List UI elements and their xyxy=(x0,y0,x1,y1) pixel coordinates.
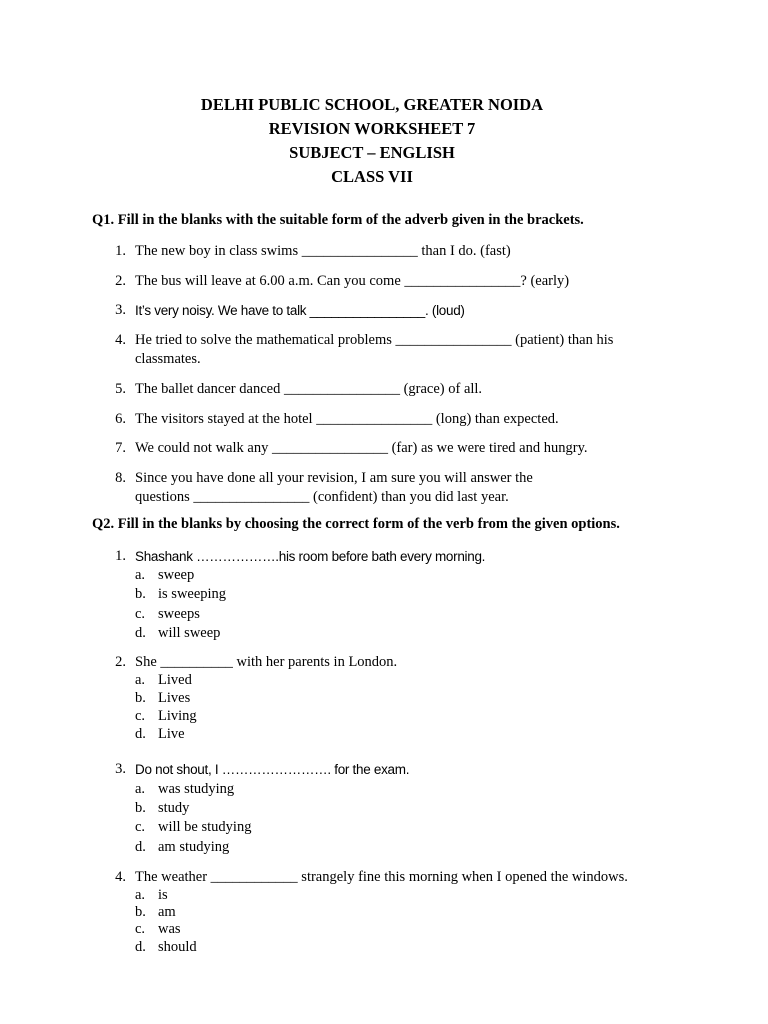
option-letter: d. xyxy=(135,839,146,855)
option-letter: b. xyxy=(135,690,146,706)
option-text: sweeps xyxy=(158,606,200,622)
item-text: The new boy in class swims ________________ than I do. (fast) xyxy=(135,243,511,259)
option-text: study xyxy=(158,800,190,816)
item-text: She __________ with her parents in London. xyxy=(135,654,398,670)
item-text: He tried to solve the mathematical problems ________________ (patient) than his xyxy=(135,332,614,348)
school-name: DELHI PUBLIC SCHOOL, GREATER NOIDA xyxy=(200,95,544,114)
option-text: is sweeping xyxy=(158,586,227,602)
item-text-continued: questions ________________ (confident) than you did last year. xyxy=(135,489,509,505)
option-letter: c. xyxy=(135,921,146,937)
option-letter: c. xyxy=(135,708,146,724)
item-text: The ballet dancer danced ________________ (grace) of all. xyxy=(135,381,483,397)
item-number: 4. xyxy=(115,869,126,885)
option-text: was studying xyxy=(158,781,235,797)
option-text: am studying xyxy=(158,839,230,855)
item-number: 5. xyxy=(115,381,126,397)
option-text: Lived xyxy=(158,672,192,688)
item-number: 1. xyxy=(115,243,126,259)
item-number: 8. xyxy=(115,470,126,486)
item-number: 2. xyxy=(115,273,126,289)
worksheet-title: REVISION WORKSHEET 7 xyxy=(268,119,476,138)
option-letter: d. xyxy=(135,726,146,742)
item-text: Do not shout, I ……………………. for the exam. xyxy=(135,762,410,777)
option-letter: c. xyxy=(135,606,146,622)
option-text: am xyxy=(158,904,176,920)
option-text: Live xyxy=(158,726,185,742)
item-number: 7. xyxy=(115,440,126,456)
option-letter: a. xyxy=(135,567,146,583)
option-letter: b. xyxy=(135,800,146,816)
item-text-continued: classmates. xyxy=(135,351,201,367)
class-line: CLASS VII xyxy=(331,167,413,186)
item-text: Since you have done all your revision, I am sure you will answer the xyxy=(135,470,533,486)
option-text: Living xyxy=(158,708,197,724)
option-letter: b. xyxy=(135,904,146,920)
q1-heading: Q1. Fill in the blanks with the suitable form of the adverb given in the brackets. xyxy=(92,212,584,228)
option-letter: a. xyxy=(135,887,146,903)
option-letter: c. xyxy=(135,819,146,835)
option-text: is xyxy=(158,887,168,903)
item-text: The weather ____________ strangely fine this morning when I opened the windows. xyxy=(135,869,628,885)
option-text: will sweep xyxy=(158,625,221,641)
option-text: sweep xyxy=(158,567,195,583)
option-text: will be studying xyxy=(158,819,252,835)
item-number: 3. xyxy=(115,761,126,777)
option-letter: d. xyxy=(135,625,146,641)
option-letter: a. xyxy=(135,672,146,688)
item-text: Shashank ……………….his room before bath every morning. xyxy=(135,549,486,564)
option-letter: b. xyxy=(135,586,146,602)
item-number: 1. xyxy=(115,548,126,564)
item-number: 4. xyxy=(115,332,126,348)
option-text: should xyxy=(158,939,197,955)
option-letter: d. xyxy=(135,939,146,955)
item-text: We could not walk any ________________ (far) as we were tired and hungry. xyxy=(135,440,588,456)
item-number: 3. xyxy=(115,302,126,318)
subject-line: SUBJECT – ENGLISH xyxy=(289,143,455,162)
option-text: Lives xyxy=(158,690,191,706)
item-number: 2. xyxy=(115,654,126,670)
option-text: was xyxy=(158,921,181,937)
item-text: It’s very noisy. We have to talk ________________. (loud) xyxy=(135,303,465,318)
q2-heading: Q2. Fill in the blanks by choosing the correct form of the verb from the given options. xyxy=(92,516,620,532)
item-text: The visitors stayed at the hotel ________________ (long) than expected. xyxy=(135,411,559,427)
item-number: 6. xyxy=(115,411,126,427)
worksheet-header xyxy=(0,93,744,189)
option-letter: a. xyxy=(135,781,146,797)
item-text: The bus will leave at 6.00 a.m. Can you come ________________? (early) xyxy=(135,273,570,289)
